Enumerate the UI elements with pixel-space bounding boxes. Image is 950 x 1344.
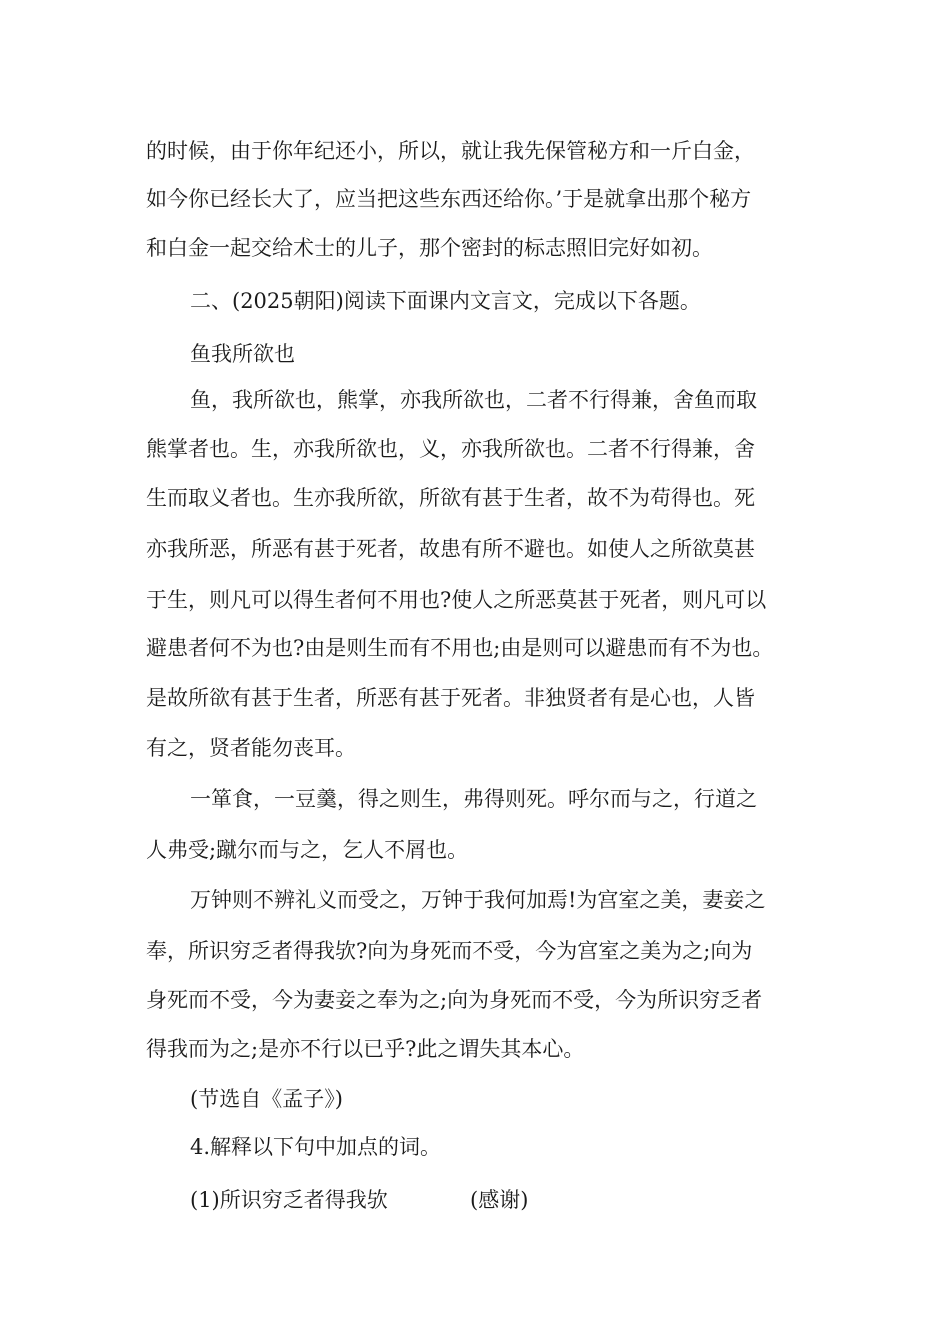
text-line: 有之，贤者能勿丧耳。 <box>146 736 356 760</box>
text-line: 如今你已经长大了，应当把这些东西还给你。’于是就拿出那个秘方 <box>146 187 752 211</box>
question-text: (1)所识穷乏者得我欤 <box>190 1188 388 1212</box>
text-line: 于生，则凡可以得生者何不用也?使人之所恶莫甚于死者，则凡可以 <box>146 588 767 612</box>
text-line: 奉，所识穷乏者得我欤?向为身死而不受，今为宫室之美为之;向为 <box>146 939 753 963</box>
text-line: 避患者何不为也?由是则生而有不用也;由是则可以避患而有不为也。 <box>146 636 774 660</box>
text-line: 身死而不受，今为妻妾之奉为之;向为身死而不受，今为所识穷乏者 <box>146 988 763 1012</box>
text-line: 一箪食，一豆羹，得之则生，弗得则死。呼尔而与之，行道之 <box>190 787 757 811</box>
passage-title: 鱼我所欲也 <box>190 342 295 366</box>
section-heading: 二、(2025朝阳)阅读下面课内文言文，完成以下各题。 <box>190 289 701 313</box>
answer-text: (感谢) <box>470 1188 529 1212</box>
question-heading: 4.解释以下句中加点的词。 <box>190 1135 442 1159</box>
text-line: 和白金一起交给术士的儿子，那个密封的标志照旧完好如初。 <box>146 236 713 260</box>
text-line: 熊掌者也。生，亦我所欲也，义，亦我所欲也。二者不行得兼，舍 <box>146 437 755 461</box>
text-line: 的时候，由于你年纪还小，所以，就让我先保管秘方和一斤白金， <box>146 139 755 163</box>
question-item <box>190 1186 388 1214</box>
text-line: 生而取义者也。生亦我所欲，所欲有甚于生者，故不为苟得也。死 <box>146 486 755 510</box>
text-line: 是故所欲有甚于生者，所恶有甚于死者。非独贤者有是心也，人皆 <box>146 686 755 710</box>
text-line: 万钟则不辨礼义而受之，万钟于我何加焉!为宫室之美，妻妾之 <box>190 888 766 912</box>
text-line: 亦我所恶，所恶有甚于死者，故患有所不避也。如使人之所欲莫甚 <box>146 537 755 561</box>
text-line: 得我而为之;是亦不行以已乎?此之谓失其本心。 <box>146 1037 585 1061</box>
source-note: (节选自《孟子》) <box>190 1087 343 1111</box>
text-line: 人弗受;蹴尔而与之，乞人不屑也。 <box>146 838 469 862</box>
text-line: 鱼，我所欲也，熊掌，亦我所欲也，二者不行得兼，舍鱼而取 <box>190 388 757 412</box>
